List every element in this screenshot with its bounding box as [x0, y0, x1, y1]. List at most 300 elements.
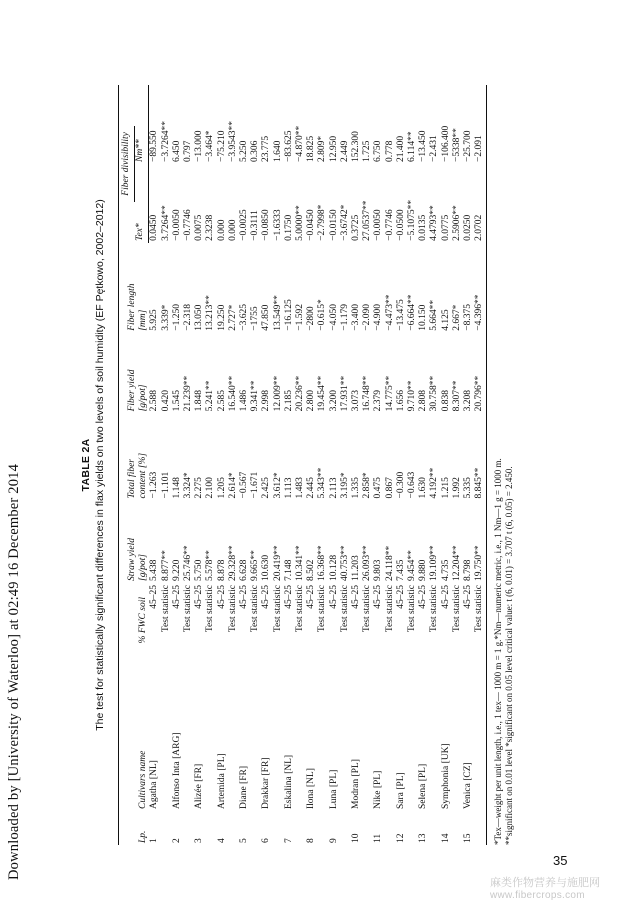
empty-cell: [161, 687, 172, 811]
row-statistic-cell: 5.664**: [429, 299, 440, 331]
table-row-test-statistic: [161, 85, 172, 845]
row-statistic-cell: −4.473**: [384, 294, 395, 331]
row-test-statistic-label: Test statistic: [451, 585, 462, 633]
row-value-cell: 1.848: [194, 390, 205, 412]
table-row: [441, 85, 452, 845]
row-value-cell: 1.205: [216, 477, 227, 499]
row-value-cell: 0.3725: [351, 214, 362, 241]
empty-cell: [317, 811, 328, 845]
row-fwc-level: 45–25: [351, 585, 362, 609]
row-value-cell: 152.300: [351, 131, 362, 162]
row-value-cell: 4.735: [440, 559, 451, 581]
table-row-test-statistic: [385, 85, 396, 845]
row-value-cell: 0.0775: [440, 214, 451, 241]
row-statistic-cell: 10.341**: [295, 545, 306, 581]
row-value-cell: 2.808: [418, 390, 429, 412]
row-statistic-cell: 19.750**: [474, 501, 486, 583]
row-statistic-cell: 30.758**: [429, 375, 440, 412]
row-value-cell: 10.630: [261, 554, 272, 581]
row-statistic-cell: 12.204**: [451, 545, 462, 581]
row-lp: 2: [171, 838, 182, 843]
table-row: [463, 85, 474, 845]
row-value-cell: −83.625: [283, 130, 294, 162]
row-value-cell: 0.838: [440, 390, 451, 412]
row-statistic-cell: 0.797: [183, 140, 194, 162]
row-value-cell: 2.425: [261, 477, 272, 499]
row-cultivar-name: Drakkar [FR]: [261, 757, 272, 809]
col-header-total-fiber: Total fiber content [%]: [119, 413, 149, 500]
row-value-cell: 1.545: [171, 390, 182, 412]
table-label: TABLE 2A: [80, 438, 92, 492]
row-statistic-cell: 3.339*: [160, 304, 171, 331]
row-lp: 7: [283, 838, 294, 843]
row-value-cell: 3.073: [351, 390, 362, 412]
row-lp: 6: [261, 838, 272, 843]
row-test-statistic-label: Test statistic: [362, 585, 373, 633]
download-notice: Downloaded by [University of Waterloo] at 02:49 16 December 2014: [6, 463, 22, 880]
row-statistic-cell: 2.614*: [227, 472, 238, 499]
row-value-cell: 1.486: [239, 390, 250, 412]
empty-cell: [250, 687, 261, 811]
empty-cell: [474, 687, 486, 811]
row-value-cell: −2800: [306, 306, 317, 331]
row-statistic-cell: 1.483: [295, 477, 306, 499]
row-statistic-cell: 20.419**: [272, 545, 283, 581]
footnote-significance: **significant on 0.01 level *significant on 0.05 level critical value: t (6, 0.01) = 3.707 t (6, 0.05) = 2.450.: [504, 466, 514, 845]
row-value-cell: 1.113: [283, 477, 294, 499]
empty-cell: [161, 811, 172, 845]
row-statistic-cell: 6.114**: [407, 131, 418, 162]
row-statistic-cell: 8.307**: [451, 380, 462, 412]
row-fwc-level: 45–25: [306, 585, 317, 609]
col-header-straw: Straw yield [g/pot]: [119, 501, 149, 583]
row-fwc-level: 45–25: [216, 585, 227, 609]
empty-cell: [340, 687, 351, 811]
row-value-cell: 11.203: [351, 555, 362, 581]
row-lp: 9: [328, 838, 339, 843]
table-row-test-statistic: [340, 85, 351, 845]
row-value-cell: 10.150: [418, 304, 429, 331]
row-statistic-cell: 8.845**: [474, 413, 486, 500]
row-fwc-level: 45–25: [440, 585, 451, 609]
row-statistic-cell: −0.7746: [183, 209, 194, 241]
row-test-statistic-label: Test statistic: [272, 585, 283, 633]
row-statistic-cell: −3.7264**: [160, 120, 171, 162]
row-statistic-cell: −4.396**: [474, 243, 486, 333]
row-value-cell: 5.250: [239, 140, 250, 162]
row-statistic-cell: 2.5906**: [451, 205, 462, 241]
row-value-cell: −0.300: [395, 471, 406, 499]
table-row: [149, 85, 161, 845]
row-lp: 11: [373, 833, 384, 843]
row-fwc-level: 45–25: [418, 585, 429, 609]
row-value-cell: 7.148: [283, 559, 294, 581]
row-statistic-cell: 13.213**: [205, 295, 216, 331]
row-value-cell: −89.550: [149, 130, 160, 162]
table-row: [172, 85, 183, 845]
row-statistic-cell: 8.877**: [160, 550, 171, 581]
col-header-fwc: % FWC soil: [119, 583, 149, 687]
empty-cell: [317, 687, 328, 811]
row-cultivar-name: Sara [PL]: [395, 772, 406, 809]
row-lp: 12: [395, 833, 406, 843]
row-cultivar-name: Symphonia [UK]: [440, 743, 451, 809]
empty-cell: [362, 811, 373, 845]
row-fwc-level: 45–25: [373, 585, 384, 609]
data-table: [118, 85, 487, 845]
row-value-cell: −8.375: [463, 304, 474, 331]
row-test-statistic-label: Test statistic: [160, 585, 171, 633]
empty-cell: [228, 687, 239, 811]
row-value-cell: 9.220: [171, 559, 182, 581]
row-value-cell: −0.0025: [239, 209, 250, 241]
row-cultivar-name: Artemida [PL]: [216, 753, 227, 809]
row-fwc-level: 45–25: [239, 585, 250, 609]
row-statistic-cell: 1.640: [272, 140, 283, 162]
row-value-cell: 6.450: [171, 140, 182, 162]
table-row-test-statistic: [250, 85, 261, 845]
row-value-cell: 2.275: [194, 477, 205, 499]
row-statistic-cell: 4.192**: [429, 467, 440, 499]
row-statistic-cell: −2.318: [183, 304, 194, 331]
row-statistic-cell: 16.748**: [362, 375, 373, 412]
row-fwc-level: 45–25: [395, 585, 406, 609]
row-value-cell: −4.900: [373, 304, 384, 331]
table-row: [261, 85, 272, 845]
empty-cell: [474, 811, 486, 845]
row-statistic-cell: −1.592: [295, 304, 306, 331]
table-row: [329, 85, 340, 845]
row-test-statistic-label: Test statistic: [227, 585, 238, 633]
col-header-fiber-divisibility: Fiber divisibility: [119, 85, 136, 243]
table-row-test-statistic: [183, 85, 194, 845]
empty-cell: [183, 811, 194, 845]
row-value-cell: 9.880: [418, 559, 429, 581]
row-value-cell: 9.803: [373, 559, 384, 581]
row-value-cell: 8.502: [306, 559, 317, 581]
row-value-cell: −16.125: [283, 299, 294, 331]
empty-cell: [295, 687, 306, 811]
row-statistic-cell: 3.612*: [272, 472, 283, 499]
col-header-nm: Nm**: [135, 85, 149, 164]
table-row-test-statistic: [474, 85, 486, 845]
table-row: [239, 85, 250, 845]
row-value-cell: −106.400: [440, 125, 451, 162]
row-statistic-cell: 0.778: [384, 140, 395, 162]
row-lp: 3: [194, 838, 205, 843]
row-test-statistic-label: Test statistic: [384, 585, 395, 633]
table-row-test-statistic: [452, 85, 463, 845]
row-value-cell: 1.630: [418, 477, 429, 499]
row-statistic-cell: −0.7746: [384, 209, 395, 241]
row-statistic-cell: 5.578**: [205, 550, 216, 581]
row-fwc-level: 45–25: [328, 585, 339, 609]
row-statistic-cell: 1.992: [451, 477, 462, 499]
row-lp: 4: [216, 838, 227, 843]
row-value-cell: 8.798: [463, 559, 474, 581]
col-header-fiber-length: Fiber length [mm]: [119, 243, 149, 333]
empty-cell: [228, 811, 239, 845]
row-statistic-cell: −0.3111: [250, 210, 261, 241]
empty-cell: [273, 811, 284, 845]
row-statistic-cell: 0.420: [160, 390, 171, 412]
row-value-cell: 6.750: [373, 140, 384, 162]
row-statistic-cell: −0.615*: [317, 299, 328, 331]
table-row-test-statistic: [228, 85, 239, 845]
row-statistic-cell: 2.0702: [474, 164, 486, 243]
row-statistic-cell: −4.870**: [295, 125, 306, 162]
table-row: [351, 85, 362, 845]
col-header-lp: Lp.: [119, 811, 149, 845]
row-statistic-cell: 2.858*: [362, 472, 373, 499]
row-value-cell: 2.379: [373, 390, 384, 412]
table-row-test-statistic: [205, 85, 216, 845]
row-statistic-cell: 13.549**: [272, 295, 283, 331]
row-lp: 14: [440, 833, 451, 843]
row-cultivar-name: Alizée [FR]: [194, 763, 205, 809]
row-value-cell: −1.250: [171, 304, 182, 331]
watermark-line-1: 麻类作物营养与施肥网: [490, 877, 600, 889]
row-statistic-cell: 2.3238: [205, 214, 216, 241]
table-row: [396, 85, 407, 845]
row-value-cell: 5.750: [194, 559, 205, 581]
row-value-cell: 0.000: [216, 219, 227, 241]
table-row: [284, 85, 295, 845]
row-test-statistic-label: Test statistic: [295, 585, 306, 633]
row-cultivar-name: Venica [CZ]: [463, 762, 474, 809]
row-statistic-cell: 3.324*: [183, 472, 194, 499]
row-statistic-cell: 40.753**: [339, 545, 350, 581]
row-fwc-level: 45–25: [171, 585, 182, 609]
row-statistic-cell: 0.867: [384, 477, 395, 499]
empty-cell: [407, 811, 418, 845]
row-value-cell: −0.0050: [373, 209, 384, 241]
row-statistic-cell: 19.454**: [317, 375, 328, 412]
row-value-cell: 3.200: [328, 390, 339, 412]
row-statistic-cell: 16.368**: [317, 545, 328, 581]
row-test-statistic-label: Test statistic: [474, 583, 486, 687]
table-row: [194, 85, 205, 845]
row-lp: 15: [463, 833, 474, 843]
row-value-cell: −0.567: [239, 471, 250, 499]
row-statistic-cell: −1.179: [339, 304, 350, 331]
row-statistic-cell: 27.0537**: [362, 200, 373, 241]
row-value-cell: 19.250: [216, 304, 227, 331]
row-statistic-cell: 5.343**: [317, 467, 328, 499]
row-statistic-cell: −5.1075**: [407, 199, 418, 241]
row-statistic-cell: 29.328**: [227, 545, 238, 581]
empty-cell: [205, 687, 216, 811]
row-statistic-cell: 24.118**: [384, 545, 395, 581]
row-value-cell: −13.450: [418, 130, 429, 162]
row-value-cell: 2.185: [283, 390, 294, 412]
row-fwc-level: 45–25: [194, 585, 205, 609]
row-statistic-cell: 9.710**: [407, 380, 418, 412]
row-fwc-level: 45–25: [463, 585, 474, 609]
col-header-tex: Tex*: [135, 164, 149, 243]
row-statistic-cell: 20.796**: [474, 333, 486, 414]
row-value-cell: 5.438: [149, 559, 160, 581]
row-statistic-cell: 2.667*: [451, 304, 462, 331]
row-value-cell: 23.775: [261, 135, 272, 162]
row-value-cell: 5.925: [149, 309, 160, 331]
table-row-test-statistic: [362, 85, 373, 845]
row-value-cell: −0.0450: [306, 209, 317, 241]
table-row-test-statistic: [429, 85, 440, 845]
row-value-cell: 1.656: [395, 390, 406, 412]
row-lp: 8: [306, 838, 317, 843]
row-value-cell: 10.128: [328, 554, 339, 581]
row-value-cell: 0.0135: [418, 214, 429, 241]
row-value-cell: 4.125: [440, 309, 451, 331]
empty-cell: [362, 687, 373, 811]
row-test-statistic-label: Test statistic: [339, 585, 350, 633]
row-statistic-cell: 25.746**: [183, 545, 194, 581]
row-value-cell: 0.475: [373, 477, 384, 499]
row-value-cell: 8.878: [216, 559, 227, 581]
row-lp: 5: [239, 838, 250, 843]
row-value-cell: −0.0850: [261, 209, 272, 241]
col-header-cultivar: Cultivars name: [119, 687, 149, 811]
row-value-cell: 12.950: [328, 135, 339, 162]
row-value-cell: 6.628: [239, 559, 250, 581]
row-statistic-cell: 16.540**: [227, 375, 238, 412]
table-row: [217, 85, 228, 845]
col-header-fiber-yield: Fiber yield [g/pot]: [119, 333, 149, 414]
row-cultivar-name: Modran [PL]: [351, 759, 362, 809]
row-cultivar-name: Ilona [NL]: [306, 768, 317, 809]
page-number: 35: [553, 853, 568, 868]
site-watermark: [490, 874, 600, 901]
row-cultivar-name: Agatha [NL]: [149, 760, 160, 809]
row-value-cell: 2.113: [328, 477, 339, 499]
row-value-cell: 0.0075: [194, 214, 205, 241]
row-value-cell: 21.400: [395, 135, 406, 162]
row-statistic-cell: 14.775**: [384, 375, 395, 412]
row-value-cell: −4.050: [328, 304, 339, 331]
empty-cell: [429, 811, 440, 845]
row-value-cell: 0.0450: [149, 214, 160, 241]
row-statistic-cell: 3.7264**: [160, 205, 171, 241]
row-statistic-cell: 0.306: [250, 140, 261, 162]
table-caption: [80, 85, 106, 845]
footnote-units: *Tex—weight per unit length, i.e., 1 tex— 1000 m = 1 g.*Nm—numeric metric, i.e., 1 Nm—1 g = 1000 m.: [492, 458, 503, 845]
row-value-cell: −0.0050: [171, 209, 182, 241]
row-test-statistic-label: Test statistic: [317, 585, 328, 633]
watermark-line-2: www.fibercrops.com: [490, 890, 585, 901]
row-fwc-level: 45–25: [149, 585, 160, 609]
row-value-cell: 2.588: [149, 390, 160, 412]
row-test-statistic-label: Test statistic: [407, 585, 418, 633]
row-statistic-cell: 3.195*: [339, 472, 350, 499]
empty-cell: [295, 811, 306, 845]
row-statistic-cell: 2.727*: [227, 304, 238, 331]
table-row-test-statistic: [295, 85, 306, 845]
table-row-test-statistic: [407, 85, 418, 845]
empty-cell: [429, 687, 440, 811]
row-fwc-level: 45–25: [261, 585, 272, 609]
table-row: [306, 85, 317, 845]
row-cultivar-name: Luna [PL]: [328, 769, 339, 809]
row-value-cell: 1.148: [171, 477, 182, 499]
empty-cell: [452, 687, 463, 811]
table-footnotes: [493, 85, 516, 845]
empty-cell: [385, 687, 396, 811]
empty-cell: [407, 687, 418, 811]
empty-cell: [250, 811, 261, 845]
row-value-cell: −0.0500: [395, 209, 406, 241]
row-value-cell: 5.335: [463, 477, 474, 499]
table-title: The test for statistically significant differences in flax yields on two levels of soil humidity (EF Pętkowo, 2002–2012): [94, 199, 106, 731]
row-fwc-level: 45–25: [283, 585, 294, 609]
row-statistic-cell: −5338**: [451, 128, 462, 162]
empty-cell: [205, 811, 216, 845]
row-cultivar-name: Alfonso Inta [ARG]: [171, 732, 182, 809]
row-statistic-cell: −3.6742*: [339, 204, 350, 241]
empty-cell: [385, 811, 396, 845]
row-value-cell: −13.475: [395, 299, 406, 331]
empty-cell: [340, 811, 351, 845]
row-statistic-cell: 0.000: [227, 219, 238, 241]
row-value-cell: 2.445: [306, 477, 317, 499]
table-row-test-statistic: [317, 85, 328, 845]
row-value-cell: −13.000: [194, 130, 205, 162]
row-value-cell: −0.0150: [328, 209, 339, 241]
row-statistic-cell: −2.091: [474, 85, 486, 164]
table-row: [373, 85, 384, 845]
row-value-cell: 7.435: [395, 559, 406, 581]
row-lp: 10: [351, 833, 362, 843]
row-statistic-cell: −3.9543**: [227, 120, 238, 162]
row-statistic-cell: 9.341**: [250, 380, 261, 412]
table-row-test-statistic: [273, 85, 284, 845]
row-statistic-cell: 2.100: [205, 477, 216, 499]
row-value-cell: 13.050: [194, 304, 205, 331]
row-statistic-cell: 5.241**: [205, 380, 216, 412]
row-statistic-cell: −1.101: [160, 471, 171, 499]
row-cultivar-name: Eskalina [NL]: [283, 754, 294, 809]
row-statistic-cell: −2.7998*: [317, 204, 328, 241]
row-value-cell: 0.0250: [463, 214, 474, 241]
row-statistic-cell: −1755: [250, 306, 261, 331]
row-statistic-cell: 1.725: [362, 140, 373, 162]
row-value-cell: 18.825: [306, 135, 317, 162]
row-value-cell: 2.585: [216, 390, 227, 412]
row-statistic-cell: 20.236**: [295, 375, 306, 412]
row-statistic-cell: 2.449: [339, 140, 350, 162]
row-value-cell: 0.1750: [283, 214, 294, 241]
row-value-cell: 1.215: [440, 477, 451, 499]
row-test-statistic-label: Test statistic: [183, 585, 194, 633]
row-statistic-cell: 2.809*: [317, 135, 328, 162]
row-value-cell: 3.208: [463, 390, 474, 412]
row-value-cell: 2.998: [261, 390, 272, 412]
table-row: [418, 85, 429, 845]
empty-cell: [273, 687, 284, 811]
row-statistic-cell: −3.464*: [205, 130, 216, 162]
row-value-cell: 47.850: [261, 304, 272, 331]
row-value-cell: −75.210: [216, 130, 227, 162]
empty-cell: [183, 687, 194, 811]
row-value-cell: −3.625: [239, 304, 250, 331]
row-lp: 1: [149, 838, 160, 843]
rotated-table-block: [72, 85, 632, 845]
row-statistic-cell: 9.454**: [407, 550, 418, 581]
row-statistic-cell: 5.0000**: [295, 205, 306, 241]
row-value-cell: 2.800: [306, 390, 317, 412]
row-lp: 13: [418, 833, 429, 843]
row-test-statistic-label: Test statistic: [429, 585, 440, 633]
